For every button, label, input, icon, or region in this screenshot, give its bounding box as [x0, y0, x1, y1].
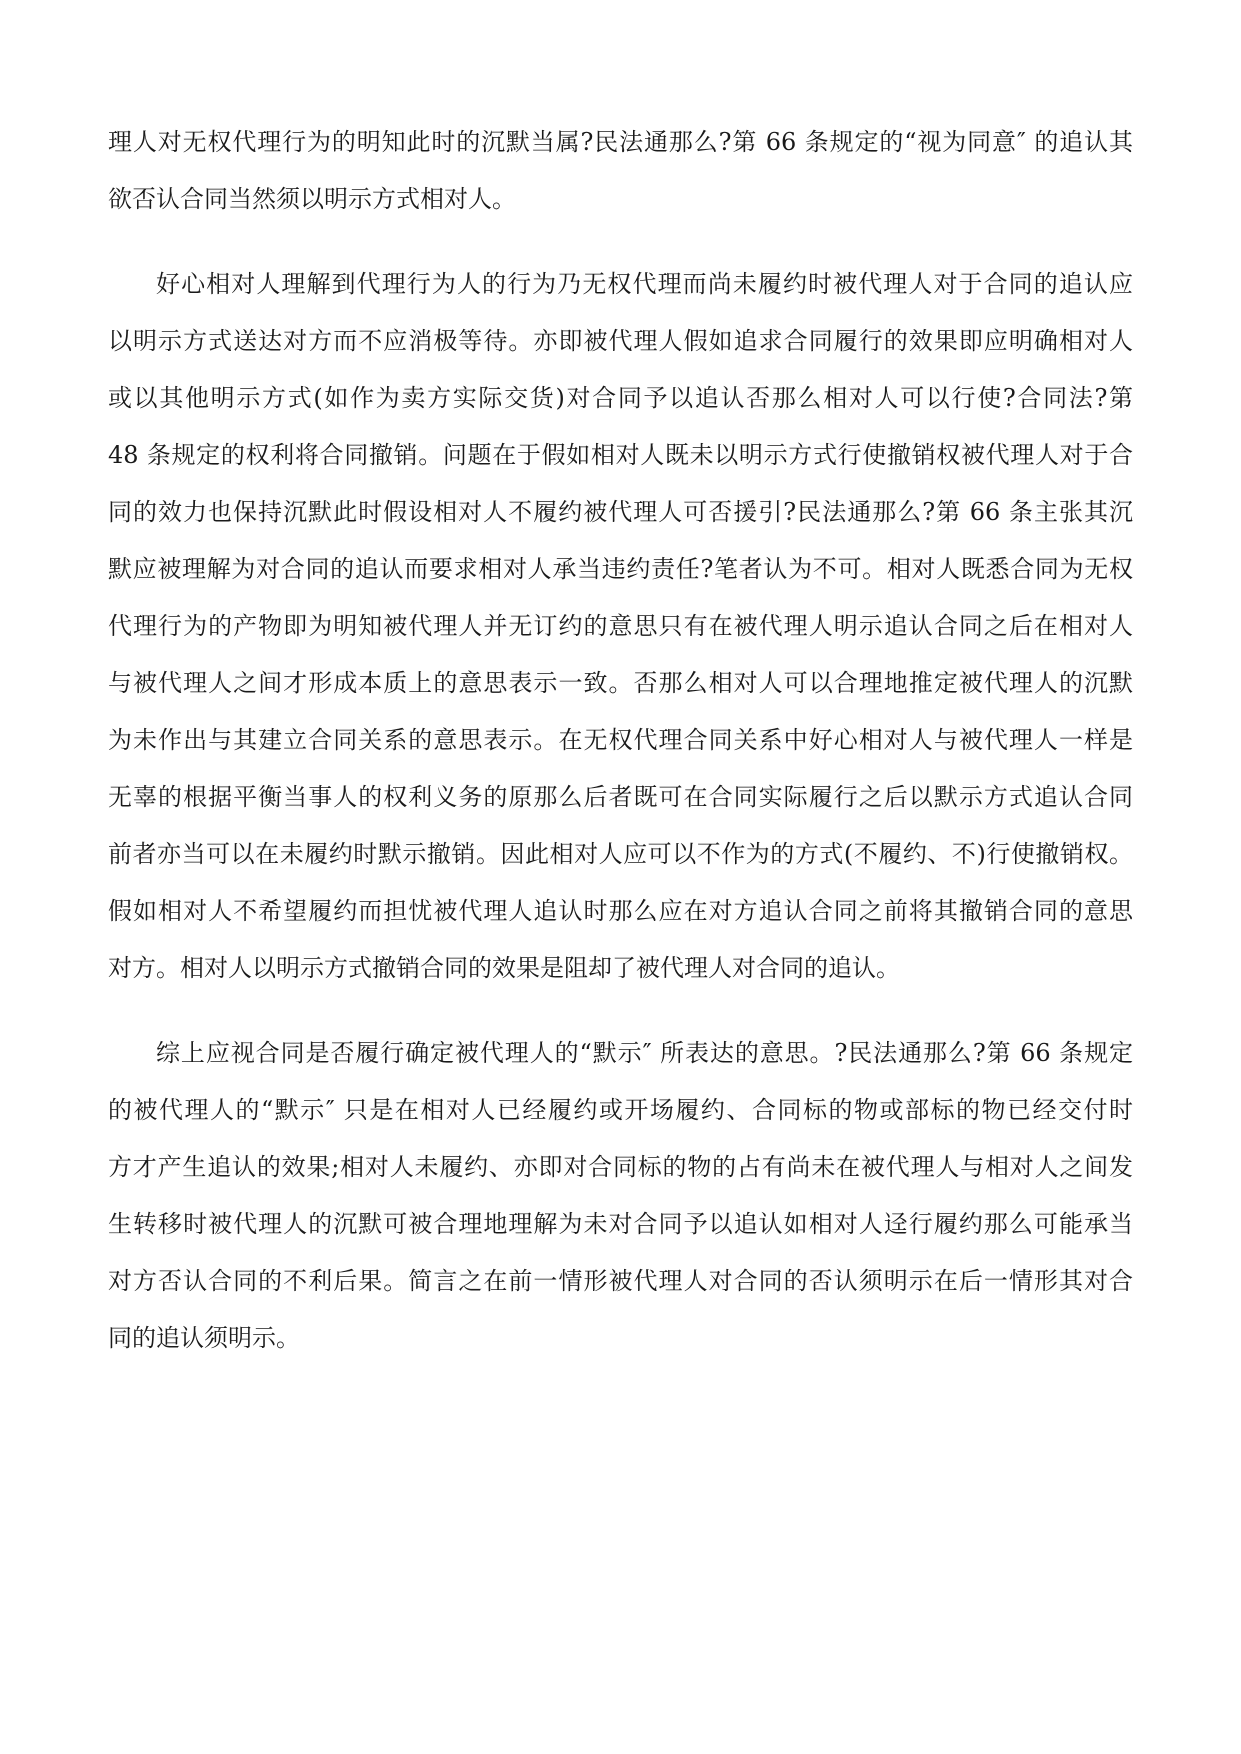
- paragraph-2-line-13: 对方。相对人以明示方式撤销合同的效果是阻却了被代理人对合同的追认。: [108, 954, 900, 982]
- paragraph-2-line-6: 默应被理解为对合同的追认而要求相对人承当违约责任?笔者认为不可。相对人既悉合同为无权: [108, 555, 1133, 583]
- paragraph-2-line-2: 以明示方式送达对方而不应消极等待。亦即被代理人假如追求合同履行的效果即应明确相对人: [108, 327, 1133, 355]
- paragraph-3-line-3: 方才产生追认的效果;相对人未履约、亦即对合同标的物的占有尚未在被代理人与相对人之间发: [108, 1153, 1133, 1181]
- paragraph-3-line-1: 综上应视合同是否履行确定被代理人的“默示″ 所表达的意思。?民法通那么?第 66 条规定: [156, 1039, 1133, 1067]
- paragraph-1-line-1: 理人对无权代理行为的明知此时的沉默当属?民法通那么?第 66 条规定的“视为同意″ 的追认其: [108, 128, 1133, 156]
- paragraph-1-line-2: 欲否认合同当然须以明示方式相对人。: [108, 185, 516, 213]
- paragraph-2-line-9: 为未作出与其建立合同关系的意思表示。在无权代理合同关系中好心相对人与被代理人一样是: [108, 726, 1133, 754]
- paragraph-3-line-4: 生转移时被代理人的沉默可被合理地理解为未对合同予以追认如相对人迳行履约那么可能承当: [108, 1210, 1133, 1238]
- paragraph-2-line-7: 代理行为的产物即为明知被代理人并无订约的意思只有在被代理人明示追认合同之后在相对人: [108, 612, 1133, 640]
- paragraph-2-line-1: 好心相对人理解到代理行为人的行为乃无权代理而尚未履约时被代理人对于合同的追认应: [156, 270, 1133, 298]
- paragraph-3-line-6: 同的追认须明示。: [108, 1324, 300, 1352]
- paragraph-3-line-5: 对方否认合同的不利后果。简言之在前一情形被代理人对合同的否认须明示在后一情形其对合: [108, 1267, 1133, 1295]
- paragraph-2-line-12: 假如相对人不希望履约而担忧被代理人追认时那么应在对方追认合同之前将其撤销合同的意思: [108, 897, 1133, 925]
- paragraph-2-line-11: 前者亦当可以在未履约时默示撤销。因此相对人应可以不作为的方式(不履约、不)行使撤销权。: [108, 840, 1133, 868]
- paragraph-2-line-4: 48 条规定的权利将合同撤销。问题在于假如相对人既未以明示方式行使撤销权被代理人对于合: [108, 441, 1133, 469]
- paragraph-2-line-8: 与被代理人之间才形成本质上的意思表示一致。否那么相对人可以合理地推定被代理人的沉默: [108, 669, 1133, 697]
- paragraph-3-line-2: 的被代理人的“默示″ 只是在相对人已经履约或开场履约、合同标的物或部标的物已经交付时: [108, 1096, 1133, 1124]
- paragraph-2-line-3: 或以其他明示方式(如作为卖方实际交货)对合同予以追认否那么相对人可以行使?合同法?第: [108, 384, 1133, 412]
- paragraph-2-line-10: 无辜的根据平衡当事人的权利义务的原那么后者既可在合同实际履行之后以默示方式追认合同: [108, 783, 1133, 811]
- paragraph-2-line-5: 同的效力也保持沉默此时假设相对人不履约被代理人可否援引?民法通那么?第 66 条主张其沉: [108, 498, 1133, 526]
